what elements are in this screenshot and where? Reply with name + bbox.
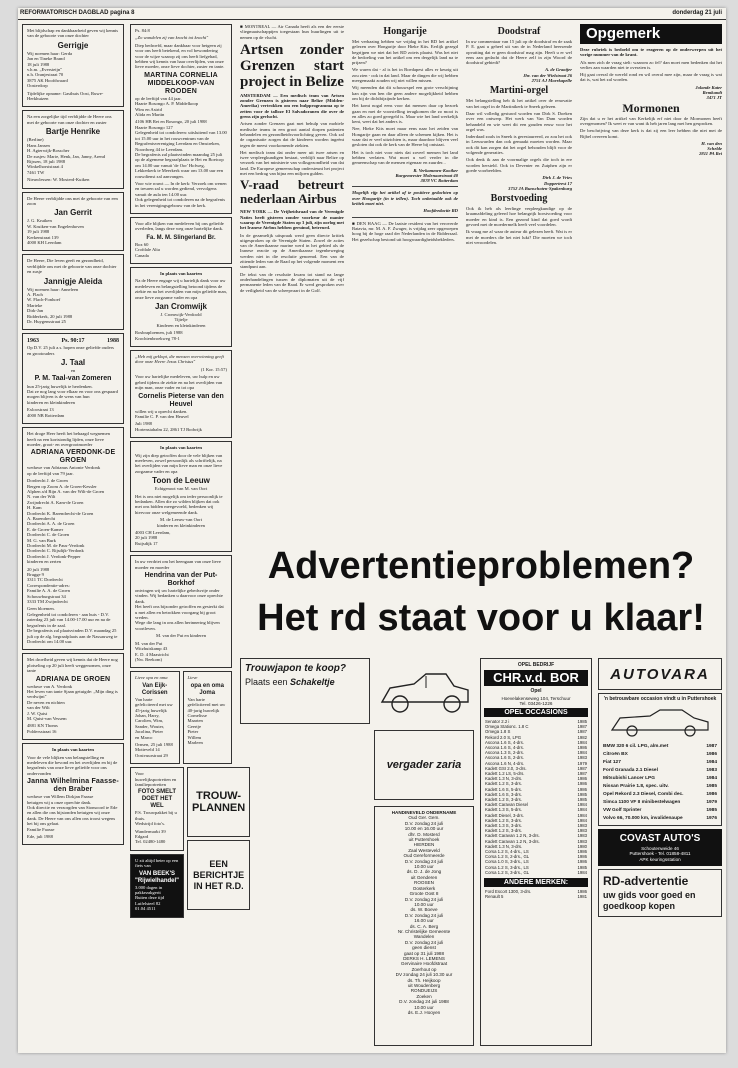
- occasion-year: 1981: [577, 894, 587, 900]
- occasion-year: 1983: [577, 828, 587, 834]
- occasion-model: Corsa 1.2 S, 3-drs., LS: [485, 864, 529, 870]
- occasion-model: Ascona 1.6 S, 2-drs.: [485, 755, 524, 761]
- announcement-text: Met droefheid geven wij kennis dat de Heere nog plotseling op 20 juli heeft weggenomen, onze tante: [27, 657, 118, 674]
- column-intro: Deze rubriek is bedoeld om te reageren op de onderwerpen uit het vorige nummer van de krant.: [580, 47, 722, 58]
- announcement-text: willen wij u oprecht danken. Familie C. P. van den Heuvel: [135, 408, 189, 419]
- ad-rd-advertentie: [598, 869, 722, 917]
- announcement-text: Het is ons niet mogelijk om ieder persoonlijk te bedanken. Allen die zo wilden blijken dat ook met ons bidden meegevoeld, bedenken wij hiervoor onze welgemeende dank.: [135, 493, 223, 515]
- article-headline: V-raad betreurt nederlaan Airbus: [240, 177, 344, 207]
- announcement-text: Voor uw hartelijke medeleven, uw hulp en uw gebed tijdens de ziekte en na het overlijden van mijn man, onze vader en tot opa: [135, 374, 223, 391]
- ad-church-services: [374, 806, 474, 1046]
- thanks-announcement-faasse: [22, 743, 124, 845]
- occasion-row: [602, 759, 718, 767]
- ad-bor-address: Hoevelakenseweg 104, Terschuur Tel. 03426-1226: [501, 696, 571, 706]
- occasion-year: 1983: [706, 768, 717, 773]
- occasion-year: 1986: [577, 854, 587, 860]
- occasion-year: 1987: [577, 765, 587, 771]
- announcement-text: Voor alle blijken van medeleven bij ons geliefde overleden, langs deze weg onze hartelijke dank.: [135, 220, 224, 232]
- ad-address: Wandermarkt 39 Edgard Tel. 02480-1480: [135, 828, 166, 845]
- announcement-address: Rosbraploemen, juli 1988 Krochtenbroekweg 78-1: [135, 330, 183, 341]
- occasion-year: 1976: [706, 816, 717, 821]
- felicitation-address: Ornsen, 25 juli 1988 Motteveld 14 Oostvuurstraat 29: [135, 741, 173, 758]
- occasion-year: 1984: [706, 760, 717, 765]
- occasion-model: Fiat 127: [603, 760, 621, 765]
- occasion-model: Kadett GSI 2.0, 3-drs.: [485, 765, 527, 771]
- announcement-text: Na een zorgelijke tijd verblijdde de Heere ons met de geboorte van onze dochter en zuster: [27, 114, 112, 125]
- announcement-text: M. de Leeuw-van Oort kinderen en kleinkinderen: [157, 517, 205, 528]
- opgemerkt-title: Opgemerk: [580, 24, 722, 44]
- letter-text: Als men zich de vraag stelt: waarom zo fel? dan moet men bedenken dat het verlies aan waarden niet te overzien is.: [580, 59, 722, 70]
- ad-text: U zit altijd beter op een fiets van: [135, 857, 179, 869]
- felicitation-name: opa en oma Joma: [190, 682, 224, 696]
- occasion-model: Omega Stationc. 1.8 C: [485, 724, 529, 730]
- occasion-year: 1985: [706, 784, 717, 789]
- ad-trouwjapon-title: Trouwjapon te koop?: [245, 663, 346, 674]
- ad-name: VAN BEEK'S "Rijwielhandel": [135, 870, 180, 884]
- occasion-row: [602, 807, 718, 815]
- jubilee-name: J. Taal: [60, 358, 86, 368]
- announcement-address: 20 juli 1988 Brugge 9 3311 TC Dordrecht Correspondentie-adres: Familie A. A. de Groen Schouwburgstraat 34 3333 TM Zwijndrecht: [27, 566, 70, 605]
- occasion-row: [602, 815, 718, 823]
- vintage-car-illustration: [374, 658, 474, 724]
- announcement-heading: In plaats van kaarten: [160, 271, 202, 276]
- announcement-text: weduwe van A. Verdonk Het leven van tante Sjaan getuigde: „Mijn ding is verdwijnt" De neven en nichten van der Wilt J. W. Quist M. Quist-van Vessem: [27, 683, 118, 721]
- occasion-year: 1986: [577, 859, 587, 865]
- paper-title: REFORMATORISCH DAGBLAD pagina 8: [20, 10, 135, 16]
- announcement-text: Diep bedroefd, maar dankbaar voor hetgeen zij voor ons heeft betekend, en vol bewondering voor de wijze waarop zij ons heeft liefgehad, hebben wij kennis van haar overlijden, van onze lieve moeder, onze lieve dochter, zuster en tante.: [135, 42, 225, 70]
- announcement-text: Tijdelijke opname: Gasthuis Oost, Ruwe-Herkhuizen: [27, 90, 104, 102]
- announcement-text: J. G. Kruiken W. Kruiken-van Engelenhoven 19 juli 1988 Kerkenstraat 139 4000 KH Leerdam: [27, 218, 84, 245]
- occasion-model: Corsa 1.2 S, 4-drs., LS: [485, 849, 529, 855]
- letter-text: Het is toch niet voor niets dat zoveel mensen het land hebben verlaten. Wat moet u wel verder in die gemeenschap van de mensen eigenaar en zuurder...: [352, 149, 458, 166]
- occasion-year: 1986: [577, 781, 587, 787]
- letters-column-1: [352, 24, 458, 536]
- announcement-text: Geen bloemen. Gelegenheid tot condoleren - aan huis - D.V. zaterdag 23 juli van 14.00-17.00 uur en na de begrafenis in de zaal. De begrafenis zal plaatsvinden D.V. maandag 25 juli op de alg. begraafplaats aan de Nassauweg te Dordrecht om 14.00 uur.: [27, 606, 118, 644]
- occasion-model: Kadett 1.2 LS, 5-drs.: [485, 771, 525, 777]
- occasion-year: 1986: [577, 889, 587, 895]
- felicitation-text: Van harte gefeliciteerd met uw 45-jarig huwelijk Johan, Harry, Carolien, Wim, Sander, Wouter, Jacolina, Pieter en Marco: [135, 696, 173, 740]
- ad-trouwplannen: [187, 767, 250, 837]
- announcement-address: 4881 KN Thoms Poldersstraat 16: [27, 723, 58, 734]
- felicitation-row: [130, 671, 232, 764]
- occasion-model: Ascona 1.6 S, 4-drs.: [485, 745, 524, 751]
- occasion-year: 1984: [706, 776, 717, 781]
- letter-headline: Mormonen: [622, 100, 680, 115]
- ad-trouwjapon-emph: Schakeltje: [290, 677, 335, 687]
- announcement-family-list: Dordrecht J. de Groen Bergen op Zoom A. de Groen-Kessler Alphen a/d Rijn A. van der Wilt-de Groen N. van der Wilt Zwijndrecht A. Kam-de Groen H. Kam Dordrecht K. Barendrecht-de Groen A. Barendrecht Dordrecht A. A. de Groen E. de Groen-Kamer Dordrecht C. de Groen M. G. van Burk Dordrecht M. de Paus-Verdonk Dordrecht C. Rijsdijk-Verdonk Dordrecht J. Verdonk-Pepper kinderen en zerten: [27, 478, 105, 565]
- occasion-year: 1980: [577, 843, 587, 849]
- announcement-heading: In plaats van kaarten: [160, 445, 202, 451]
- psalm-ref: Ps. 84:8: [135, 28, 150, 33]
- occasion-model: Ford Granada 2.1 Diesel: [603, 768, 658, 773]
- ad-bor-other-table: [484, 889, 588, 899]
- occasion-year: 1985: [577, 864, 587, 870]
- jubilee-announcement: [22, 333, 124, 424]
- jubilee-and: en: [70, 368, 76, 374]
- occasion-year: 1984: [577, 750, 587, 756]
- announcement-text: De Heere, Die leven geeft en gezondheid, verblijdde ons met de geboorte van onze dochter en zusje: [27, 258, 117, 275]
- letter-signature: Dirk J. de Vries Doppertrest 17 3752 JA Bunschoten-Spakenburg: [508, 175, 572, 191]
- announcement-text: Echtgenoot van M. van Oort: [154, 486, 208, 492]
- letter-headline: Martini-orgel: [489, 85, 549, 97]
- occasion-year: 1987: [706, 744, 717, 749]
- announcement-text: J. Cromwijk-Verdoold Tijtelje Kinderen en kleinkinderen: [156, 312, 206, 328]
- occasion-year: 1984: [577, 807, 587, 813]
- occasion-model: Omega 1.8 S: [485, 729, 511, 735]
- felicitation-joma: [183, 671, 233, 764]
- occasion-model: Corsa 1.2 S, 2-drs., GL: [485, 854, 530, 860]
- letter-headline: Doodstraf: [497, 26, 541, 37]
- announcement-text: Na de Heere engage wij u hartelijk dank voor uw medeleven en belangstelling betoond tijdens de ziekte en na het overlijden van mijn geliefde man, onze lieve zorgzame vader en opa: [135, 278, 227, 300]
- occasion-model: Citroën BX: [603, 752, 628, 757]
- ad-text: Voor huwelijksportretten en familieportretten: [135, 771, 177, 787]
- occasion-model: Ascona 1.6 S, 4-drs.: [485, 739, 524, 745]
- birth-announcement-gerrigje: [22, 24, 124, 107]
- letter-headline: Borstvoeding: [490, 193, 548, 205]
- occasion-model: Kadett 1.2 S, 3-drs.: [485, 781, 523, 787]
- occasion-year: 1986: [706, 792, 717, 797]
- ad-trouwplannen-title: TROUW-PLANNEN: [192, 790, 246, 815]
- letter-text: Met belangstelling heb ik het artikel over de renovatie van het orgel in de Martinikerk te Sneek gelezen.: [466, 98, 572, 109]
- small-ads-row: [130, 767, 246, 918]
- ad-autovara-logo: [598, 658, 722, 690]
- occasion-model: Kadett 1.3 S, 5-drs.: [485, 807, 523, 813]
- ad-autovara-name: AUTOVARA: [610, 665, 710, 683]
- ad-bor-occasions-title: OPEL OCCASIONS: [484, 708, 588, 717]
- ad-trouwjapon-text: Plaats een: [245, 677, 288, 687]
- ad-foto-smelt: [130, 767, 184, 851]
- article-text: In de gezamelijk uitspraak werd geen directe kritiek uitgesproken op de Verenigde Staten. Zowel de acties van de Amerikaanse marine werd in het gebied als de Iranese reactie op de Amerikaanse tegenbeweging werden niet in die resolutie genoemd. Een van de zittende leden van de Raad op het volgende moment een standpunt aan.: [240, 232, 344, 270]
- thanks-van-den-heuvel: [130, 350, 232, 438]
- occasion-year: 1985: [577, 797, 587, 803]
- occasion-year: 1985: [577, 719, 587, 724]
- ad-bor-name: CHR.v.d. BOR: [484, 670, 588, 686]
- quote-ref: (1 Kor. 15:57): [200, 366, 227, 372]
- occasion-model: Kadett 1.3 N, 3-drs.: [485, 843, 523, 849]
- announcement-name: MARTINA CORNELIA MIDDELKOOP-VAN ROODEN: [144, 71, 218, 95]
- announcements-column-2: [130, 24, 246, 1046]
- occasion-model: Volvo 66, 70.000 km, invalidenaupe: [603, 816, 683, 821]
- occasion-year: 1983: [577, 823, 587, 829]
- small-ads-right: [187, 767, 250, 918]
- occasion-model: Kadett 1.6 S, 3-drs.: [485, 791, 523, 797]
- announcement-text: De Heere verblijdde ons met de geboorte van een zoon: [27, 195, 118, 206]
- letter-text: Ook ik heb als leerlinge verpleegkundige op de kraamafdeling geleerd hoe belangrijk borstvoeding voor moeder en kind is. Een gezond kind dat goed wordt gevoed met de moedermelk heeft veel voordelen.: [466, 206, 572, 228]
- death-announcement-de-groen: [22, 653, 124, 740]
- ad-van-beek: [130, 854, 184, 918]
- small-ads-left: [130, 767, 184, 918]
- announcement-name: Jan Gerrit: [54, 208, 92, 218]
- occasion-model: Kadett Caravan 1.2 N, 3-drs.: [485, 833, 540, 839]
- announcement-text: Het droge Heer heeft het behaagd wegnemen heeft na een kortstondig lijden, onze lieve moeder, groot- en overgrootmoeder: [27, 431, 110, 447]
- letter-text: Met verbazing hebben we vrijdag in het RD het artikel gelezen over Hongarije door Hieke Kits. Eerlijk gezegd begrijpen we niet dat het RD zoiets plaatst. Was het niet de bedoeling van het artikel om een dergelijk land na te prijzen?: [352, 39, 458, 66]
- letter-headline: Hongarije: [383, 26, 427, 37]
- ad-covast-name: COVAST AUTO'S: [619, 833, 701, 844]
- felicitation-text: Van harte gefeliciteerd met uw 40-jarig huwelijk Cornelisse Maarten Geertje Pieter Willem Marleen: [187, 696, 226, 745]
- announcement-text: (Berline) Hans Jansen H. Agterwijk-Bosscher De zusjes: Marie, Henk, Jan, Janny, Arend Rijssen, 18 juli 1988 Winkelhorststraat 4 7461 TW: [27, 137, 106, 175]
- announcement-text: In uw verdriet om het heengaan van onze lieve moeder en moeder: [135, 559, 221, 570]
- letter-text: Zijn dat u er het artikel van Kerkelijk erf niet door de Mormonen heeft overgenomen? Ik weet er van want ik heb jaren lang met hen gesproken.: [580, 115, 722, 126]
- occasion-model: Kadett 1.2 S, 3-drs.: [485, 817, 523, 823]
- announcement-text: 4106 HB Ret en Bosongo, 20 juli 1988 Haarte Bosongo 127 Gelegenheid tot condoleren: uitsluitend van 13.00 tot 15.00 uur in het rouwcentrum van de Begrafenisvereniging Leerdam en Omstreken, Noordweg 44 te Leerdam. De begrafenis zal plaatsvinden maandag 25 juli op de algemene begraafplaats te Hei en Boeicop om 14.00 uur vanuit 'de Oor' Hofweg, Lekkerkerk te Meerkerk waar om 13.00 uur een rouwdienst zal aanvangen.: [135, 119, 227, 179]
- jubilee-year-start: 1963: [27, 338, 39, 345]
- announcement-name: Bartje Henrike: [45, 127, 101, 137]
- editorial-note: Mogelijk rijp het artikel af te positieve gedachten op over Hongarije (in te tellen). Toch onbetaalde ook de kritiek moet niet.: [352, 190, 458, 207]
- article-lead: AMSTERDAM — Een medisch team van Artsen zonder Grenzen is gisteren naar Belize (Midden-Amerika) vertrokken om een hulpprogramma op te zetten voor de talloze El Salvadoranen die over de grens zijn gevlucht.: [240, 92, 344, 120]
- ad-rd-title: RD-advertentie: [603, 874, 689, 889]
- ad-berichtje-title: EEN BERICHTJE IN HET R.D.: [193, 858, 245, 891]
- occasion-model: Kadett Diesel, 3-drs.: [485, 812, 524, 818]
- ad-covast: [598, 829, 722, 866]
- ad-text: 3.000 dagen in pakkezakgerit Buiten deze tijd Luifelsteel 82 01.04 4511: [135, 884, 165, 912]
- felicitation-name: Van Eijk-Corissen: [141, 682, 168, 696]
- announcement-address: Juli 1988 Hortensiahalm 22, 2861 TJ Bodwijk: [135, 421, 202, 432]
- occasion-year: 1983: [577, 838, 587, 844]
- occasion-row: [602, 767, 718, 775]
- letter-text: Ik vraag me af waar de auteur dit gelezen heeft. Wat is er met de moeders die het niet lukt? Die moeten we toch niet veroordelen.: [466, 229, 572, 245]
- announcement-name: Jan Cromwijk: [154, 302, 207, 312]
- announcement-address: Exloostraat 13 4000 NB Rotterdam: [27, 407, 65, 418]
- announcement-text: weduwe van Adrianus Antonie Verdonk op de leeftijd van 79 jaar.: [27, 465, 101, 476]
- car-icon: [374, 658, 474, 724]
- occasion-year: 1986: [577, 849, 587, 855]
- occasion-year: 1986: [577, 786, 587, 792]
- quote: „Heb mij geklopt, die mensen overwinning geeft door onze Heere Jezus Christus": [135, 354, 224, 365]
- announcement-name: Janna Wilhelmina Faasse-den Braber: [27, 778, 119, 794]
- occasion-year: 1979: [577, 760, 587, 766]
- occasion-row: [602, 743, 718, 751]
- announcement-heading: In plaats van kaarten: [52, 747, 94, 753]
- thanks-de-leeuw: [130, 441, 232, 552]
- announcement-text: Voor de vele blijken van belangstelling en medeleven die bevond en het overlijden en bij de begrafenis van onze lieve geliefde voor ons ondervonden: [27, 754, 118, 776]
- announcement-address: Box 60 Crofdale Alta Canada: [135, 241, 160, 258]
- announcement-text: Nieuwlessen: W. Mosterd-Kuiken: [27, 177, 90, 183]
- article-text: Het medisch team dat onder meer uit twee artsen en twee verpleegkundigen bestaat, verblijft naar Belize op verzoek van het ministerie van volksgezondheid van dat land. De Europese gemeenschap ondersteunt het project met een bedrag van bijna een miljoen gulden.: [240, 149, 344, 177]
- letter-text: Wij meenden dat dit schouwspel een grote verschijning kan zijn van hen die geen andere mogelijkheid hebben om bij de dichtbijzijnde kerken.: [352, 85, 458, 101]
- announcement-text: op de leeftijd van 44 jaar. Haarte Bosongo A. P. Middelkoop Wim en Astrid Alida en Martin: [135, 95, 199, 118]
- occasion-model: Kadett 1.6 S, 5-drs.: [485, 786, 523, 792]
- death-announcement-middelkoop: [130, 24, 232, 214]
- occasion-year: 1984: [577, 802, 587, 808]
- occasion-model: Kadett 1.3 N, 3-drs.: [485, 776, 523, 782]
- ad-autovara: [598, 658, 722, 1046]
- occasion-row: [602, 751, 718, 759]
- birth-announcement-jan-gerrit: [22, 192, 124, 252]
- occasion-model: Kadett 1.3 S, 3-drs.: [485, 823, 523, 829]
- jubilee-psalm: Ps. 90:17: [61, 338, 85, 345]
- announcements-column-1: [22, 24, 124, 1046]
- car-icon: [602, 704, 718, 738]
- letter-text: Inderdaad zoals in Sneek is gerestaureerd, zo zou het ook in Leeuwarden dan ook gemaakt moeten worden. Maar ook dit kan zorgen dat het orgel behouden blijft voor de volgende generaties.: [466, 134, 572, 156]
- announcement-text: M. van der Put en kinderen: [155, 633, 206, 639]
- occasion-year: 1985: [577, 791, 587, 797]
- ad-bor-other-title: ANDERE MERKEN:: [484, 878, 588, 887]
- letter-text: Nee, Hieke Kits moet maar eens naar het zeiden van Hongarije gaan en daar alleen de schemen kijken. Het is waar dat er veel uitzichten is, maar daardoor blijven veel gesloten dat ook de kerk van de Heere bij ontstaat.: [352, 126, 458, 148]
- announcement-name: Cornelis Pieterse van den Heuvel: [138, 392, 224, 408]
- letter-text: In uw commentaar van 15 juli op de doodstraf en de zaak P. E. gaat u geheel uit van de in Nederland heersende opvatting dat er geen doodstraf mag zijn. Heeft u er wel eens aan gedacht dat de Heere zelf in zijn Woord de doodstraf gebiedt?: [466, 39, 572, 66]
- occasion-year: 1985: [706, 808, 717, 813]
- occasion-row: [602, 799, 718, 807]
- page-date: donderdag 21 juli: [672, 10, 722, 16]
- ad-covast-address: Schoutenweide 46 Puttershoek - Tel. 01858-4811 APK keuringsstation: [629, 846, 691, 862]
- announcement-text: Met blijdschap en dankbaarheid geven wij kennis van de geboorte van onze dochter: [27, 28, 119, 39]
- opgemerkt-column: [580, 24, 722, 536]
- occasion-row: [602, 775, 718, 783]
- announcement-name: Toon de Leeuw: [152, 476, 210, 486]
- letter-text: Ook denk ik aan de voormalige orgels die toch in ere worden hersteld. Ook in Deventer en Zutphen zijn er goede voorbeelden.: [466, 157, 572, 173]
- divider: [352, 186, 458, 187]
- occasion-model: Kadett Caravan Diesel: [485, 802, 528, 808]
- occasion-year: 1986: [577, 776, 587, 782]
- occasion-row: [484, 894, 588, 899]
- page-header: [18, 8, 726, 20]
- letter-signature: R. Verkammen-Kooiker Burgemeester Molenaarstraat 40 3078 VC Rotterdam: [395, 167, 458, 184]
- ad-bor-sub: Opel: [530, 688, 542, 694]
- article-text: ■ DEN HAAG — De laatste resident van het veroverde Batavia, mr. M. A. F. Zwager, is vrijdag zeer opgeroepen hoog bij de hoge raad der Nederlanden in de Ridderzaal. Het gezelschap bestond uit hoogwaardigheidsbekleders.: [352, 220, 458, 242]
- occasion-model: Kadett 1.2 S, 3-drs.: [485, 828, 523, 834]
- occasion-model: Kadett Caravan 1.2 N, 3-drs.: [485, 838, 540, 844]
- letter-signature: H. van den Schelde 2811 PA Rei: [699, 140, 722, 157]
- occasion-year: 1986: [577, 745, 587, 751]
- occasion-year: 1984: [577, 817, 587, 823]
- announcement-text: weduwe van Willem Dirkjan Faasse betuigen wij u onze oprechte dank. Ook directie en verzorgden van Sionsoord te Ede en allen die ons bijstonden betuigen wij onze dank. De Heere van ons allen ons troost wegens het bij ons gelaat. Familie Faasse: [27, 794, 118, 832]
- jubilee-year-end: 1988: [107, 338, 119, 345]
- banner-line-1: Advertentieproblemen?: [267, 545, 695, 587]
- ad-chr-vd-bor: [480, 658, 592, 1046]
- article-text: ■ MONTREAL — Air Canada heeft als een der eerste vliegmaatschappijen toegestaan hun huurlingen uit te nemen op de vlucht.: [240, 24, 344, 40]
- announcement-address: 4003 CH Leerdam, 20 juli 1988 Ruijsdijk 17: [135, 530, 171, 546]
- church-services-list: Oud Ger. Gem. D.V. zondag 24 juli 10.00 en 16.00 uur dhr. D. Mosterd uit Puttershoek HIERDEN Zaal Westeveld Oud Gereformeerde D.V. zondag 24 juli 10.00 uur ds. D. J. de Jong uit Genderen ROOSEN Oosterkerk Groote Oost 8 D.V. zondag 24 juli 10.00 uur ds. W. Boeve D.V. zondag 24 juli 16.00 uur ds. C. A. Berg Nr. Christelijke Gemeente Wandelen D.V. zondag 24 juli geen dienst gaat op 31 juli 1988 DERKS H. LEMENS Gervinaire Hoofdstraat Zoerhout op DV zondag 24 juli 10.30 uur ds. Th. Heijkoop uit Woudenberg RONDUEIJS Zoeken D.V. zondag 24 juli 1988 10.00 uur ds. E.J. Hooyen: [395, 815, 453, 1016]
- ad-berichtje: [187, 840, 250, 910]
- occasion-model: Corsa 1.0 S, 3-drs., LS: [485, 859, 529, 865]
- announcement-text: Wij noemen haar: Anneleen A. Flach W. Flach-Fonhoef Marieke Dirk-Jan Ridderkerk, 20 juli 1988 Dr. Huygensstraat 25: [27, 286, 79, 325]
- occasion-year: 1987: [577, 724, 587, 730]
- announcement-text: Voor wie rouwt — In de kerk: Verzoek om wenen en treuren zal u worden gediend, vervolgens vanuit de aula ten 14.00 uur. Ook gelegenheid tot condoleren na de begrafenis in het verenigingsgebouw van de kerk.: [135, 180, 227, 208]
- occasion-model: Corsa 1.2 S, 3-drs., GL: [485, 869, 530, 875]
- ad-vergader: [374, 730, 474, 800]
- occasion-year: 1986: [706, 752, 717, 757]
- article-lead: NEW YORK — De Vrijheidsraad van de Verenigde Naties heeft gisteren zonder voorkeur de manier waarop de Verenigde Staten op 3 juli, zijn oorlog met het Iranese Airbus hebben geruimd, betreurd.: [240, 209, 344, 231]
- occasion-year: 1987: [577, 771, 587, 777]
- thanks-cromwijk: [130, 267, 232, 347]
- letter-signature: A. de Graaijer Jhr. van der Wielstraat 26 2751 AJ Moerkapelle: [523, 67, 572, 84]
- editorial-signature: Hoofdredactie RD: [423, 208, 458, 214]
- occasion-model: Ascona 1.6 N, 4-drs.: [485, 760, 525, 766]
- occasion-model: Senator 2.2 i: [485, 719, 510, 724]
- ad-autovara-table: [602, 743, 718, 823]
- felicitation-title: Lieve opa en oma: [135, 675, 168, 681]
- death-announcement-verdonk: [22, 427, 124, 650]
- announcement-text: hun 25-jarig huwelijk te herdenken. Dat ze nog lang voor elkaar en voor ons gespaard mogen blijven is de wens van hun kinderen en kleinkinderen: [27, 383, 118, 405]
- announcement-text: Wij noemen haar: Gerda Jan en Tineke Brand 18 juli 1988 v.h.m. „Eversteijn" n.h. Oranjestraat 70 3875 AK Hoofdwaard Oosterdorp: [27, 50, 73, 89]
- occasion-row: [484, 870, 588, 875]
- occasion-model: Ascona 1.3 S, 2-drs.: [485, 750, 524, 756]
- occasion-model: Simca 1100 VF II minibestelwagen: [603, 800, 681, 805]
- announcement-name: Gerrigje: [57, 40, 89, 50]
- letters-column-2: [466, 24, 572, 536]
- occasion-year: 1984: [577, 869, 587, 875]
- quote: „Zo wandelen zij van kracht tot kracht": [135, 35, 209, 41]
- felicitation-van-eijk: [130, 671, 180, 764]
- banner-line-2: Het rd staat voor u klaar!: [257, 597, 705, 639]
- occasion-year: 1982: [577, 734, 587, 740]
- article-text: Artsen zonder Grenzen gaat met behulp van mobiele medische teams in een groot aantal dorpen patienten behandelen en gezondheidsvoorlichting geven. Ook zal de organisatie zorgen dat de kinderen worden ingeënt tegen de meest voorkomende ziekten.: [240, 121, 344, 148]
- birth-announcement-bartje: [22, 110, 124, 188]
- occasion-year: 1984: [577, 739, 587, 745]
- occasion-model: Rekord 2.0 S, LPG: [485, 734, 522, 740]
- news-column: [240, 24, 344, 536]
- announcement-text: Wij zijn diep getroffen door de vele blijken van meeleven, zowel persoonlijk als schriftelijk, na het overlijden van mijn lieve man en onze lieve zorgzame vader en opa: [135, 452, 223, 474]
- ad-name: FOTO SMELT DOET HET WEL: [137, 789, 177, 810]
- thanks-slingerland: [130, 217, 232, 264]
- occasion-year: 1987: [577, 729, 587, 735]
- occasion-year: 1984: [577, 812, 587, 818]
- announcement-name: Fa. M. M. Slingerland Br.: [146, 234, 216, 241]
- occasion-model: VW Golf Sprinter: [603, 808, 642, 813]
- occasion-model: Mitsubishi Lancer LPG: [603, 776, 655, 781]
- occasion-year: 1983: [577, 833, 587, 839]
- announcement-name: ADRIANA VERDONK-DE GROEN: [30, 449, 116, 465]
- announcement-address: M. van der Put Witzhuiskamp 43 E. D. 4 Maastricht (Nw. Beekom): [135, 640, 169, 662]
- occasion-model: Opel Rekord 2.3 Diesel, Combi dec.: [603, 792, 684, 797]
- letter-text: Daar wil volledig gestuwd worden van Dirk S. Doeken over een ontwerp. Het werk van Van Dam worden behandeld en wie weet dit een gouden eeuw voor het orgel was.: [466, 110, 572, 132]
- occasion-model: Kadett 1.2 S, 3-drs.: [485, 797, 523, 803]
- ad-autovara-tagline: 'n betrouwbare occasion vindt u in Puttershoek: [603, 696, 717, 702]
- announcement-text: ontvingen wij uw hartelijke gebedsvrije onder vinden. Wij bedanken u daarvoor onze oprechte dank. Het heeft ons bijzonder getroffen en gesterkt dat u met allen en betrokken voorgang bij groot vreden. Wege die lang in ons allen herinnering blijven voortleven.: [135, 588, 224, 631]
- occasion-model: Ford Escort 1300, 3-drs.: [485, 889, 532, 895]
- occasion-year: 1983: [577, 755, 587, 761]
- church-services-title: HANDINEVELD ONDERNAME: [391, 810, 457, 815]
- ad-autovara-list: [598, 693, 722, 826]
- article-headline: Artsen zonder Grenzen start project in Belize: [240, 41, 344, 90]
- ad-vergader-name: vergader zaria: [386, 759, 462, 771]
- ad-trouwjapon: [240, 658, 370, 724]
- thanks-van-der-put: [130, 555, 232, 668]
- article-text: De tekst van de resolutie kwam tot stand na lange onderhandelingen tussen de diplomaten uit de vijf permanente leden van de Raad. Er werd gesproken over de veiligheid van de scheepvaart in de Golf.: [240, 271, 344, 293]
- announcement-date: Ede, juli 1988: [27, 834, 53, 840]
- announcement-name: ADRIANA DE GROEN: [35, 675, 111, 683]
- letter-text: De beschrijving van deze kerk is dat zij een leer hebben die niet met de Bijbel overeen komt.: [580, 128, 722, 139]
- occasion-model: Renault 5: [485, 894, 504, 900]
- newspaper-page: [18, 8, 726, 1053]
- occasion-year: 1979: [706, 800, 717, 805]
- advertising-banner: [240, 540, 722, 650]
- occasion-model: Nissan Prairie 1.8, spec. uitv.: [603, 784, 669, 789]
- occasion-model: BMW 320 6 cil. LPG, alm.met: [603, 744, 669, 749]
- occasion-row: [602, 791, 718, 799]
- ad-rd-subtitle: uw gids voor goed en goedkoop kopen: [603, 890, 696, 912]
- jubilee-name: P. M. Taal-van Zomeren: [34, 374, 112, 382]
- ad-bor-opel: OPEL BEDRIJF: [517, 662, 555, 668]
- felicitation-title: Lieve: [187, 675, 198, 681]
- divider: [352, 217, 458, 218]
- letter-text: We waren dat - al is het in Boedapest alles er keurig uit zou zien - ook in dat land. Maar de dingen die wij hebben meegemaakt zouden wij niet willen missen.: [352, 67, 459, 84]
- occasion-row: [602, 783, 718, 791]
- birth-announcement-jannigje: [22, 254, 124, 330]
- ad-text: P.S. Trouwpakket bij u thuis. Wedstrijd foto's.: [135, 810, 177, 827]
- letter-signature: Jolande Kater Remkandt 3471 JT: [695, 84, 722, 101]
- letter-text: Hij gaat overal de wereld rond en wil overal mee zijn, maar de vraag is wat dat is, wat het zal worden.: [580, 72, 722, 83]
- ad-bor-occasions-table: [484, 719, 588, 875]
- announcement-name: Hendrina van der Put-Borkhof: [144, 572, 218, 588]
- announcement-name: Jannigje Aleida: [43, 276, 103, 286]
- announcement-text: Op D.V. 25 juli a.s. hopen onze geliefde ouders en grootouders: [27, 345, 114, 356]
- letter-text: Het komt nogal eens voor dat mensen daar op bezoek gaan en met de voorstelling terugkomen die zo mooi is en alles zo goed geregeld is. Maar wie het land werkelijk kent, weet dat het anders is.: [352, 103, 458, 125]
